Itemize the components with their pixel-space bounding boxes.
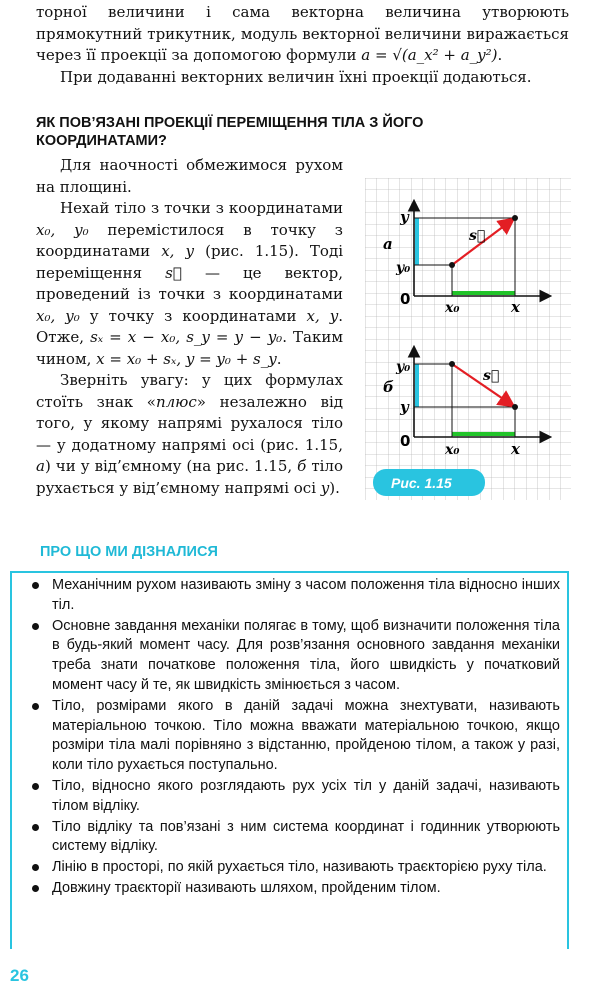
x0-label-a: x₀ [445, 300, 460, 316]
bullet-icon [32, 885, 39, 892]
list-item: Механічним рухом називають зміну з часом положення тіла відносно інших тіл. [30, 576, 560, 616]
bullet-icon [32, 824, 39, 831]
y-label-b: y [400, 398, 409, 416]
section-heading: ЯК ПОВ’ЯЗАНІ ПРОЕКЦІЇ ПЕРЕМІЩЕННЯ ТІЛА З ЙОГО КООРДИНАТАМИ? [36, 115, 424, 149]
y0-label-a: y₀ [396, 260, 411, 276]
page-number: 26 [10, 966, 29, 985]
start-point-a [449, 262, 455, 268]
vector-label-b: s⃗ [483, 368, 500, 384]
figure-caption-text: Рис. 1.15 [391, 475, 452, 491]
summary-box [10, 571, 569, 949]
list-item: Основне завдання механіки полягає в тому, щоб визначити положення тіла в будь-який момент часу. Для розв’язання основного завдання механіки треба знати початкове положення тіла, його швидкість у початковий момент часу й те, як швидкість змінюється з часом. [30, 617, 560, 696]
x-label-a: x [511, 298, 520, 316]
end-point-b [512, 404, 518, 410]
bullet-icon [32, 582, 39, 589]
list-item: Лінію в просторі, по якій рухається тіло, називають траєкторією руху тіла. [30, 858, 560, 878]
panel-label-a: а [383, 235, 393, 253]
vector-label-a: s⃗ [469, 228, 486, 244]
bullet-icon [32, 864, 39, 871]
intro-paragraph [36, 2, 569, 88]
figure-1-15 [365, 178, 571, 500]
figure-caption [373, 469, 485, 496]
grid-background [365, 178, 571, 500]
list-item: Тіло відліку та пов’язані з ним система координат і годинник утворюють систему відліку. [30, 818, 560, 858]
bullet-icon [32, 623, 39, 630]
section-para-3: Зверніть увагу: у цих формулах стоїть знак «плюс» незалежно від того, у якому напрямі рухалося тіло — у додатному напрямі осі (рис. 1.15, а) чи у від’ємному (на рис. 1.15, б тіло рухається у від’ємному напрямі осі y). [36, 371, 343, 497]
x0-label-b: x₀ [445, 442, 460, 458]
list-item: Довжину траєкторії називають шляхом, пройденим тілом. [30, 879, 560, 899]
origin-label-a: 0 [400, 290, 411, 308]
intro-text: торної величини і сама векторна величина утворюють прямокутний трикутник, модуль векторної величини виражається через її проекції за допомогою формули [36, 3, 569, 64]
panel-label-b: б [383, 378, 394, 396]
origin-label-b: 0 [400, 432, 411, 450]
bullet-icon [32, 703, 39, 710]
list-item: Тіло, розмірами якого в даній задачі можна знехтувати, називають матеріальною точкою. Тіло можна вважати матеріальною точкою, якщо розміри тіла малі порівняно з відстанню, пройденою тілом, а також у разі, коли тіло рухається поступально. [30, 697, 560, 776]
list-item: Тіло, відносно якого розглядають рух усіх тіл у даній задачі, називають тілом відліку. [30, 777, 560, 817]
y0-label-b: y₀ [396, 359, 411, 375]
summary-list [30, 576, 560, 900]
start-point-b [449, 361, 455, 367]
section-para-2: Нехай тіло з точки з координатами x₀, y₀ перемістилося в точку з координатами x, y (рис. 1.15). Тоді переміщення s⃗ — це вектор, проведений із точки з координатами x₀, y₀ у точку з координатами x, y. Отже, sₓ = x − x₀, s_y = y − y₀. Таким чином, x = x₀ + sₓ, y = y₀ + s_y. [36, 199, 343, 368]
intro-text-2: При додаванні векторних величин їхні проекції додаються. [60, 67, 532, 86]
bullet-icon [32, 783, 39, 790]
magnitude-formula: a = √(a_x² + a_y²) [361, 46, 498, 64]
intro-text-end: . [497, 46, 503, 64]
section-body [36, 155, 343, 499]
end-point-a [512, 215, 518, 221]
x-label-b: x [511, 440, 520, 458]
y-label-a: y [400, 208, 409, 226]
summary-heading: ПРО ЩО МИ ДІЗНАЛИСЯ [40, 544, 218, 560]
section-para-1: Для наочності обмежимося рухом на площині. [36, 156, 343, 196]
